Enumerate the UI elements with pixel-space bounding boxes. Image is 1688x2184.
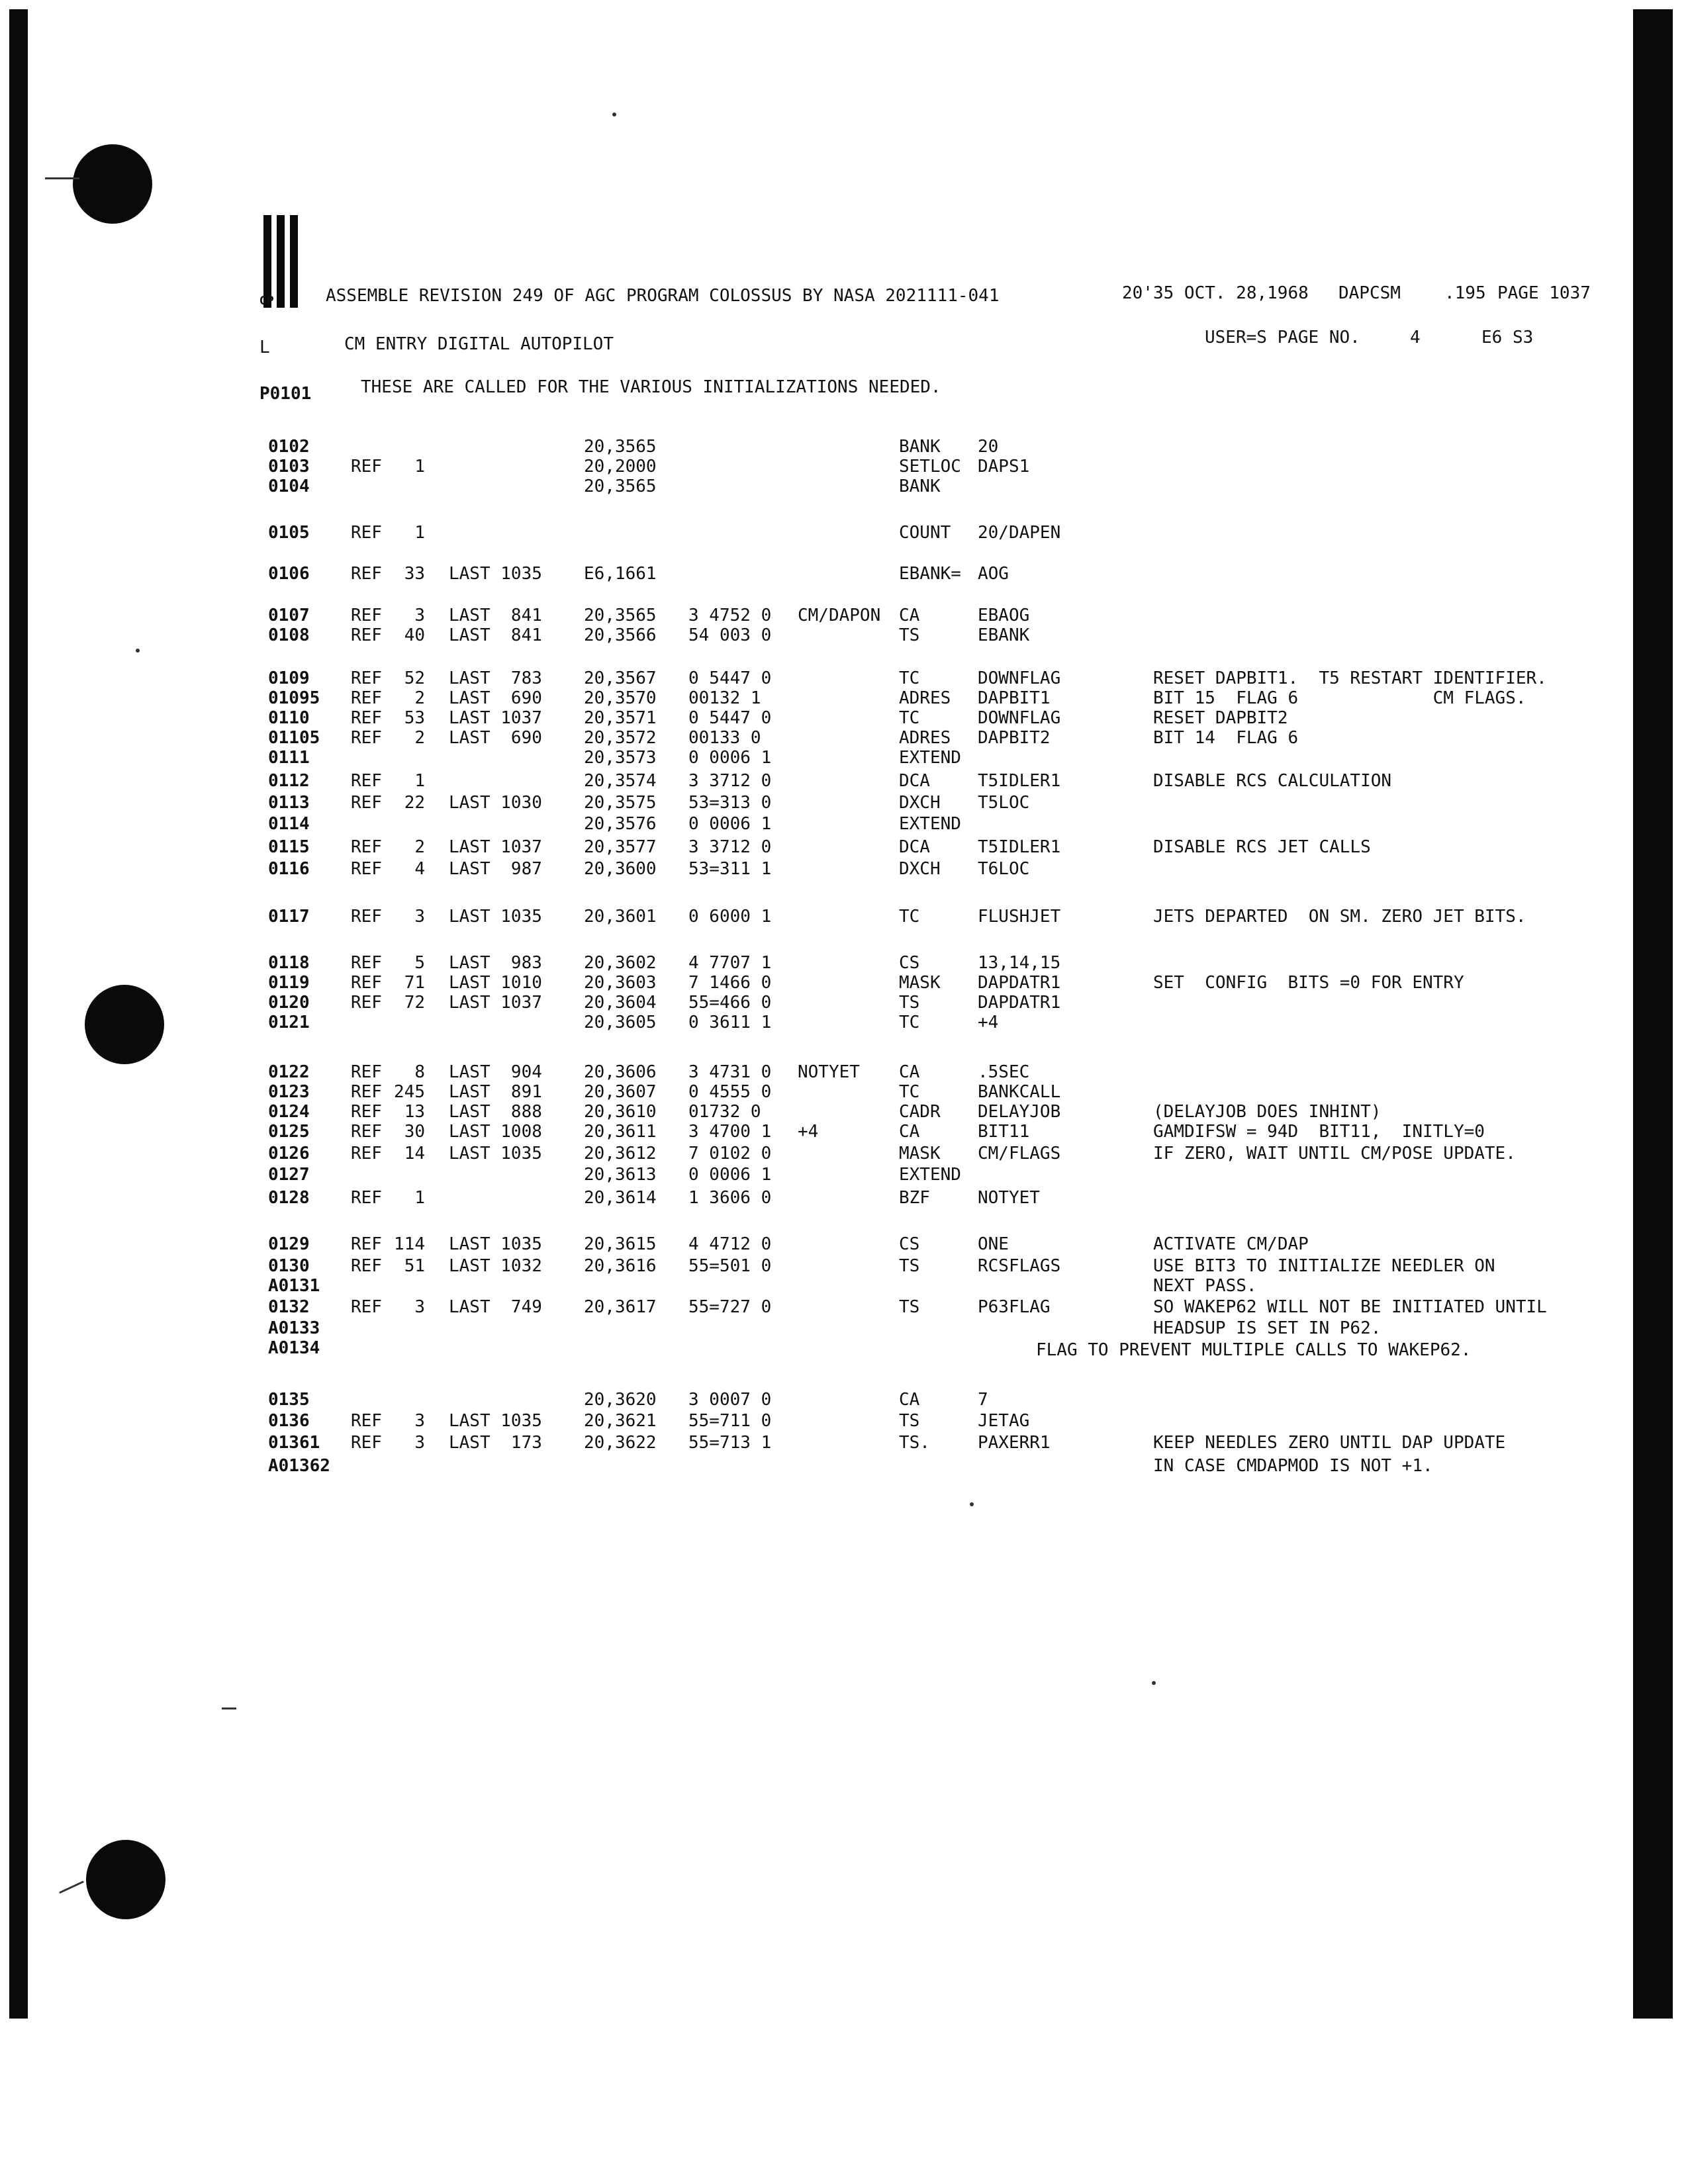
row-line: A0134 bbox=[268, 1338, 320, 1358]
page-number: PAGE 1037 bbox=[1497, 283, 1591, 303]
row-code: 3 4752 0 bbox=[688, 606, 772, 625]
row-addr: 20,3612 bbox=[584, 1144, 657, 1163]
row-ref: REF bbox=[351, 564, 382, 584]
row-ref: REF bbox=[351, 708, 382, 728]
row-operand: 20/DAPEN bbox=[978, 523, 1061, 543]
row-comment: IF ZERO, WAIT UNTIL CM/POSE UPDATE. bbox=[1153, 1144, 1516, 1163]
row-refnum: 1 bbox=[414, 771, 425, 791]
row-addr: 20,3565 bbox=[584, 477, 657, 496]
row-operand: EBAOG bbox=[978, 606, 1030, 625]
row-operand: FLUSHJET bbox=[978, 907, 1061, 927]
row-operand: T5IDLER1 bbox=[978, 837, 1061, 857]
row-comment: BIT 14 FLAG 6 bbox=[1153, 728, 1299, 748]
row-line: 0125 bbox=[268, 1122, 310, 1142]
row-operand: DOWNFLAG bbox=[978, 708, 1061, 728]
row-op: EBANK= bbox=[899, 564, 961, 584]
row-operand: P63FLAG bbox=[978, 1297, 1051, 1317]
row-addr: 20,3615 bbox=[584, 1234, 657, 1254]
row-line: 01095 bbox=[268, 688, 320, 708]
row-refnum: 14 bbox=[404, 1144, 425, 1163]
row-line: 0127 bbox=[268, 1165, 310, 1185]
row-addr: 20,3607 bbox=[584, 1082, 657, 1102]
row-last: LAST 1037 bbox=[449, 993, 542, 1013]
row-addr: 20,3575 bbox=[584, 793, 657, 813]
row-comment: SET CONFIG BITS =0 FOR ENTRY bbox=[1153, 973, 1464, 993]
row-addr: 20,3572 bbox=[584, 728, 657, 748]
row-line: 0116 bbox=[268, 859, 310, 879]
row-refnum: 8 bbox=[414, 1062, 425, 1082]
row-code: 55=466 0 bbox=[688, 993, 772, 1013]
row-code: 4 4712 0 bbox=[688, 1234, 772, 1254]
row-line: 0114 bbox=[268, 814, 310, 834]
row-comment: DISABLE RCS CALCULATION bbox=[1153, 771, 1392, 791]
row-line: 0130 bbox=[268, 1256, 310, 1276]
row-ref: REF bbox=[351, 993, 382, 1013]
row-line: 0115 bbox=[268, 837, 310, 857]
row-op: TS bbox=[899, 1411, 920, 1431]
row-op: TC bbox=[899, 668, 920, 688]
row-code: 3 0007 0 bbox=[688, 1390, 772, 1410]
row-operand: JETAG bbox=[978, 1411, 1030, 1431]
row-comment: GAMDIFSW = 94D BIT11, INITLY=0 bbox=[1153, 1122, 1485, 1142]
row-last: LAST 1037 bbox=[449, 708, 542, 728]
row-line: 0108 bbox=[268, 625, 310, 645]
row-ref: REF bbox=[351, 1297, 382, 1317]
scan-border-right bbox=[1633, 9, 1673, 2019]
row-operand: DAPDATR1 bbox=[978, 993, 1061, 1013]
row-ref: REF bbox=[351, 771, 382, 791]
row-ref: REF bbox=[351, 1102, 382, 1122]
row-operand: AOG bbox=[978, 564, 1009, 584]
row-operand: 13,14,15 bbox=[978, 953, 1061, 973]
row-line: 0136 bbox=[268, 1411, 310, 1431]
row-addr: 20,3604 bbox=[584, 993, 657, 1013]
row-refnum: 53 bbox=[404, 708, 425, 728]
row-line: 0119 bbox=[268, 973, 310, 993]
log-section: DAPCSM bbox=[1338, 283, 1401, 303]
row-operand: DAPDATR1 bbox=[978, 973, 1061, 993]
row-refnum: 72 bbox=[404, 993, 425, 1013]
row-ref: REF bbox=[351, 1433, 382, 1453]
row-comment: IN CASE CMDAPMOD IS NOT +1. bbox=[1153, 1456, 1433, 1476]
row-line: 0102 bbox=[268, 437, 310, 457]
row-op: BANK bbox=[899, 477, 941, 496]
wide-comment: FLAG TO PREVENT MULTIPLE CALLS TO WAKEP62. bbox=[1036, 1340, 1472, 1360]
row-op: DCA bbox=[899, 771, 930, 791]
punch-hole-bottom bbox=[86, 1840, 165, 1919]
row-addr: 20,3567 bbox=[584, 668, 657, 688]
punch-hole-top bbox=[73, 144, 152, 224]
row-addr: 20,3614 bbox=[584, 1188, 657, 1208]
row-last: LAST 904 bbox=[449, 1062, 542, 1082]
row-code: 54 003 0 bbox=[688, 625, 772, 645]
row-op: CA bbox=[899, 606, 920, 625]
row-last: LAST 1008 bbox=[449, 1122, 542, 1142]
scan-mark bbox=[45, 177, 79, 179]
row-code: 55=501 0 bbox=[688, 1256, 772, 1276]
row-line: 0123 bbox=[268, 1082, 310, 1102]
row-code: 7 1466 0 bbox=[688, 973, 772, 993]
row-code: 0 5447 0 bbox=[688, 708, 772, 728]
row-operand: RCSFLAGS bbox=[978, 1256, 1061, 1276]
row-ref: REF bbox=[351, 668, 382, 688]
row-code: 00133 0 bbox=[688, 728, 761, 748]
row-addr: 20,3610 bbox=[584, 1102, 657, 1122]
row-addr: 20,3621 bbox=[584, 1411, 657, 1431]
row-op: BANK bbox=[899, 437, 941, 457]
row-line: 0111 bbox=[268, 748, 310, 768]
row-refnum: 13 bbox=[404, 1102, 425, 1122]
row-line: 0122 bbox=[268, 1062, 310, 1082]
row-comment: HEADSUP IS SET IN P62. bbox=[1153, 1318, 1382, 1338]
row-refnum: 51 bbox=[404, 1256, 425, 1276]
row-line: 0112 bbox=[268, 771, 310, 791]
row-addr: 20,3573 bbox=[584, 748, 657, 768]
row-operand: DELAYJOB bbox=[978, 1102, 1061, 1122]
row-addr: 20,3574 bbox=[584, 771, 657, 791]
row-refnum: 3 bbox=[414, 606, 425, 625]
row-refnum: 3 bbox=[414, 1297, 425, 1317]
row-ref: REF bbox=[351, 953, 382, 973]
row-addr: 20,3620 bbox=[584, 1390, 657, 1410]
row-code: 0 0006 1 bbox=[688, 814, 772, 834]
row-line: 01105 bbox=[268, 728, 320, 748]
row-ref: REF bbox=[351, 523, 382, 543]
row-line: 0109 bbox=[268, 668, 310, 688]
row-op: DXCH bbox=[899, 859, 941, 879]
row-addr: 20,3622 bbox=[584, 1433, 657, 1453]
row-code: 0 5447 0 bbox=[688, 668, 772, 688]
row-last: LAST 888 bbox=[449, 1102, 542, 1122]
row-addr: 20,3565 bbox=[584, 437, 657, 457]
row-code: 3 4731 0 bbox=[688, 1062, 772, 1082]
section-title: CM ENTRY DIGITAL AUTOPILOT bbox=[344, 334, 614, 354]
row-ref: REF bbox=[351, 1188, 382, 1208]
row-refnum: 40 bbox=[404, 625, 425, 645]
row-op: TS bbox=[899, 625, 920, 645]
row-line: 0104 bbox=[268, 477, 310, 496]
row-last: LAST 173 bbox=[449, 1433, 542, 1453]
scan-speck bbox=[1152, 1681, 1156, 1685]
row-op: TS. bbox=[899, 1433, 930, 1453]
row-code: 0 0006 1 bbox=[688, 748, 772, 768]
scan-border-left bbox=[9, 9, 28, 2019]
row-comment: (DELAYJOB DOES INHINT) bbox=[1153, 1102, 1382, 1122]
row-op: MASK bbox=[899, 973, 941, 993]
row-ref: REF bbox=[351, 1234, 382, 1254]
row-op: TC bbox=[899, 1082, 920, 1102]
row-code: 3 3712 0 bbox=[688, 771, 772, 791]
row-operand: 20 bbox=[978, 437, 999, 457]
row-addr: 20,3611 bbox=[584, 1122, 657, 1142]
row-refnum: 3 bbox=[414, 907, 425, 927]
row-code: 55=727 0 bbox=[688, 1297, 772, 1317]
row-op: MASK bbox=[899, 1144, 941, 1163]
row-code: 00132 1 bbox=[688, 688, 761, 708]
row-op: EXTEND bbox=[899, 748, 961, 768]
row-ref: REF bbox=[351, 907, 382, 927]
row-code: 53=313 0 bbox=[688, 793, 772, 813]
row-op: CS bbox=[899, 953, 920, 973]
scan-speck bbox=[136, 649, 140, 653]
row-operand: EBANK bbox=[978, 625, 1030, 645]
row-op: TS bbox=[899, 1256, 920, 1276]
row-line: 0120 bbox=[268, 993, 310, 1013]
row-code: 7 0102 0 bbox=[688, 1144, 772, 1163]
row-line: 0105 bbox=[268, 523, 310, 543]
row-ref: REF bbox=[351, 1122, 382, 1142]
row-last: LAST 1035 bbox=[449, 564, 542, 584]
row-last: LAST 1010 bbox=[449, 973, 542, 993]
row-operand: NOTYET bbox=[978, 1188, 1040, 1208]
row-addr: 20,3570 bbox=[584, 688, 657, 708]
row-ref: REF bbox=[351, 1411, 382, 1431]
row-code: 3 3712 0 bbox=[688, 837, 772, 857]
row-code: 53=311 1 bbox=[688, 859, 772, 879]
row-operand: PAXERR1 bbox=[978, 1433, 1051, 1453]
row-last: LAST 690 bbox=[449, 728, 542, 748]
row-comment: SO WAKEP62 WILL NOT BE INITIATED UNTIL bbox=[1153, 1297, 1547, 1317]
row-ref: REF bbox=[351, 793, 382, 813]
row-addr: 20,3617 bbox=[584, 1297, 657, 1317]
row-line: 0106 bbox=[268, 564, 310, 584]
row-line: 0126 bbox=[268, 1144, 310, 1163]
row-op: COUNT bbox=[899, 523, 951, 543]
row-operand: DOWNFLAG bbox=[978, 668, 1061, 688]
row-last: LAST 1032 bbox=[449, 1256, 542, 1276]
row-line: 0117 bbox=[268, 907, 310, 927]
row-refnum: 1 bbox=[414, 1188, 425, 1208]
row-ref: REF bbox=[351, 973, 382, 993]
row-last: LAST 1037 bbox=[449, 837, 542, 857]
row-operand: CM/FLAGS bbox=[978, 1144, 1061, 1163]
row-op: ADRES bbox=[899, 688, 951, 708]
row-line: 0110 bbox=[268, 708, 310, 728]
row-addr: 20,3616 bbox=[584, 1256, 657, 1276]
row-op: EXTEND bbox=[899, 814, 961, 834]
row-line: 0135 bbox=[268, 1390, 310, 1410]
row-comment: RESET DAPBIT1. T5 RESTART IDENTIFIER. bbox=[1153, 668, 1547, 688]
scan-speck bbox=[612, 113, 616, 116]
intro-line-number: P0101 bbox=[259, 384, 312, 404]
row-op: TS bbox=[899, 993, 920, 1013]
row-code: 55=711 0 bbox=[688, 1411, 772, 1431]
row-refnum: 5 bbox=[414, 953, 425, 973]
row-line: 0103 bbox=[268, 457, 310, 477]
row-ref: REF bbox=[351, 1144, 382, 1163]
row-code: 01732 0 bbox=[688, 1102, 761, 1122]
row-refnum: 2 bbox=[414, 728, 425, 748]
row-addr: 20,3565 bbox=[584, 606, 657, 625]
row-code: 3 4700 1 bbox=[688, 1122, 772, 1142]
row-comment: JETS DEPARTED ON SM. ZERO JET BITS. bbox=[1153, 907, 1526, 927]
row-addr: 20,3606 bbox=[584, 1062, 657, 1082]
row-line: 0132 bbox=[268, 1297, 310, 1317]
scan-speck bbox=[970, 1502, 974, 1506]
user-page-label: USER=S PAGE NO. bbox=[1205, 328, 1360, 347]
row-line: 0121 bbox=[268, 1013, 310, 1032]
row-operand: +4 bbox=[978, 1013, 999, 1032]
row-line: 0124 bbox=[268, 1102, 310, 1122]
row-comment: USE BIT3 TO INITIALIZE NEEDLER ON bbox=[1153, 1256, 1495, 1276]
row-addr: 20,3603 bbox=[584, 973, 657, 993]
row-last: LAST 783 bbox=[449, 668, 542, 688]
row-op: TC bbox=[899, 1013, 920, 1032]
row-refnum: 1 bbox=[414, 457, 425, 477]
row-ref: REF bbox=[351, 1256, 382, 1276]
row-refnum: 4 bbox=[414, 859, 425, 879]
row-op: EXTEND bbox=[899, 1165, 961, 1185]
row-line: A01362 bbox=[268, 1456, 330, 1476]
row-operand: DAPS1 bbox=[978, 457, 1030, 477]
row-ref: REF bbox=[351, 606, 382, 625]
row-label: +4 bbox=[798, 1122, 819, 1142]
row-op: CA bbox=[899, 1062, 920, 1082]
row-ref: REF bbox=[351, 1062, 382, 1082]
row-code: 0 0006 1 bbox=[688, 1165, 772, 1185]
row-last: LAST 1035 bbox=[449, 1144, 542, 1163]
assembler-line: ASSEMBLE REVISION 249 OF AGC PROGRAM COLOSSUS BY NASA 2021111-041 bbox=[326, 286, 1000, 306]
row-refnum: 52 bbox=[404, 668, 425, 688]
row-line: 0107 bbox=[268, 606, 310, 625]
row-op: CS bbox=[899, 1234, 920, 1254]
row-addr: 20,3576 bbox=[584, 814, 657, 834]
row-comment: NEXT PASS. bbox=[1153, 1276, 1257, 1296]
row-operand: .5SEC bbox=[978, 1062, 1030, 1082]
row-operand: DAPBIT2 bbox=[978, 728, 1051, 748]
row-op: CADR bbox=[899, 1102, 941, 1122]
row-ref: REF bbox=[351, 457, 382, 477]
row-refnum: 2 bbox=[414, 688, 425, 708]
row-op: TC bbox=[899, 907, 920, 927]
row-operand: BANKCALL bbox=[978, 1082, 1061, 1102]
row-ref: REF bbox=[351, 837, 382, 857]
row-op: TC bbox=[899, 708, 920, 728]
row-refnum: 33 bbox=[404, 564, 425, 584]
row-operand: T6LOC bbox=[978, 859, 1030, 879]
row-code: 0 6000 1 bbox=[688, 907, 772, 927]
row-op: BZF bbox=[899, 1188, 930, 1208]
row-op: CA bbox=[899, 1122, 920, 1142]
row-addr: 20,3571 bbox=[584, 708, 657, 728]
row-last: LAST 1035 bbox=[449, 1411, 542, 1431]
row-ref: REF bbox=[351, 625, 382, 645]
row-code: 1 3606 0 bbox=[688, 1188, 772, 1208]
row-operand: DAPBIT1 bbox=[978, 688, 1051, 708]
row-ref: REF bbox=[351, 859, 382, 879]
row-op: TS bbox=[899, 1297, 920, 1317]
row-comment: RESET DAPBIT2 bbox=[1153, 708, 1288, 728]
row-operand: T5IDLER1 bbox=[978, 771, 1061, 791]
row-last: LAST 987 bbox=[449, 859, 542, 879]
row-op: DCA bbox=[899, 837, 930, 857]
header-mark: GP bbox=[259, 294, 274, 308]
row-refnum: 3 bbox=[414, 1433, 425, 1453]
row-last: LAST 983 bbox=[449, 953, 542, 973]
row-refnum: 71 bbox=[404, 973, 425, 993]
row-comment: DISABLE RCS JET CALLS bbox=[1153, 837, 1371, 857]
row-op: CA bbox=[899, 1390, 920, 1410]
row-last: LAST 1035 bbox=[449, 1234, 542, 1254]
row-comment: KEEP NEEDLES ZERO UNTIL DAP UPDATE bbox=[1153, 1433, 1506, 1453]
row-code: 4 7707 1 bbox=[688, 953, 772, 973]
row-operand: ONE bbox=[978, 1234, 1009, 1254]
row-addr: 20,2000 bbox=[584, 457, 657, 477]
user-page-number: 4 bbox=[1410, 328, 1421, 347]
row-line: A0133 bbox=[268, 1318, 320, 1338]
row-ref: REF bbox=[351, 1082, 382, 1102]
row-op: SETLOC bbox=[899, 457, 961, 477]
row-addr: 20,3566 bbox=[584, 625, 657, 645]
row-code: 55=713 1 bbox=[688, 1433, 772, 1453]
row-refnum: 2 bbox=[414, 837, 425, 857]
punch-hole-middle bbox=[85, 985, 164, 1064]
row-refnum: 22 bbox=[404, 793, 425, 813]
row-last: LAST 690 bbox=[449, 688, 542, 708]
row-line: A0131 bbox=[268, 1276, 320, 1296]
row-addr: 20,3605 bbox=[584, 1013, 657, 1032]
row-addr: 20,3602 bbox=[584, 953, 657, 973]
row-operand: T5LOC bbox=[978, 793, 1030, 813]
row-operand: BIT11 bbox=[978, 1122, 1030, 1142]
row-label: CM/DAPON bbox=[798, 606, 881, 625]
row-line: 0129 bbox=[268, 1234, 310, 1254]
row-last: LAST 1035 bbox=[449, 907, 542, 927]
row-line: 0118 bbox=[268, 953, 310, 973]
row-line: 0113 bbox=[268, 793, 310, 813]
row-addr: E6,1661 bbox=[584, 564, 657, 584]
row-comment: BIT 15 FLAG 6 CM FLAGS. bbox=[1153, 688, 1526, 708]
row-refnum: 1 bbox=[414, 523, 425, 543]
row-comment: ACTIVATE CM/DAP bbox=[1153, 1234, 1309, 1254]
intro-text: THESE ARE CALLED FOR THE VARIOUS INITIALIZATIONS NEEDED. bbox=[361, 377, 941, 397]
row-last: LAST 891 bbox=[449, 1082, 542, 1102]
row-refnum: 114 bbox=[394, 1234, 425, 1254]
row-addr: 20,3600 bbox=[584, 859, 657, 879]
row-ref: REF bbox=[351, 728, 382, 748]
type-code: L bbox=[259, 338, 270, 357]
row-last: LAST 749 bbox=[449, 1297, 542, 1317]
row-line: 01361 bbox=[268, 1433, 320, 1453]
row-refnum: 30 bbox=[404, 1122, 425, 1142]
row-last: LAST 1030 bbox=[449, 793, 542, 813]
row-refnum: 245 bbox=[394, 1082, 425, 1102]
row-operand: 7 bbox=[978, 1390, 988, 1410]
row-addr: 20,3577 bbox=[584, 837, 657, 857]
row-ref: REF bbox=[351, 688, 382, 708]
bank-code: E6 S3 bbox=[1481, 328, 1534, 347]
row-addr: 20,3613 bbox=[584, 1165, 657, 1185]
row-label: NOTYET bbox=[798, 1062, 860, 1082]
row-last: LAST 841 bbox=[449, 625, 542, 645]
row-addr: 20,3601 bbox=[584, 907, 657, 927]
section-number: .195 bbox=[1444, 283, 1486, 303]
row-op: DXCH bbox=[899, 793, 941, 813]
row-refnum: 3 bbox=[414, 1411, 425, 1431]
row-line: 0128 bbox=[268, 1188, 310, 1208]
scan-mark bbox=[222, 1707, 236, 1709]
time-date: 20'35 OCT. 28,1968 bbox=[1122, 283, 1309, 303]
scan-mark bbox=[59, 1881, 84, 1894]
row-last: LAST 841 bbox=[449, 606, 542, 625]
row-code: 0 3611 1 bbox=[688, 1013, 772, 1032]
row-code: 0 4555 0 bbox=[688, 1082, 772, 1102]
row-op: ADRES bbox=[899, 728, 951, 748]
